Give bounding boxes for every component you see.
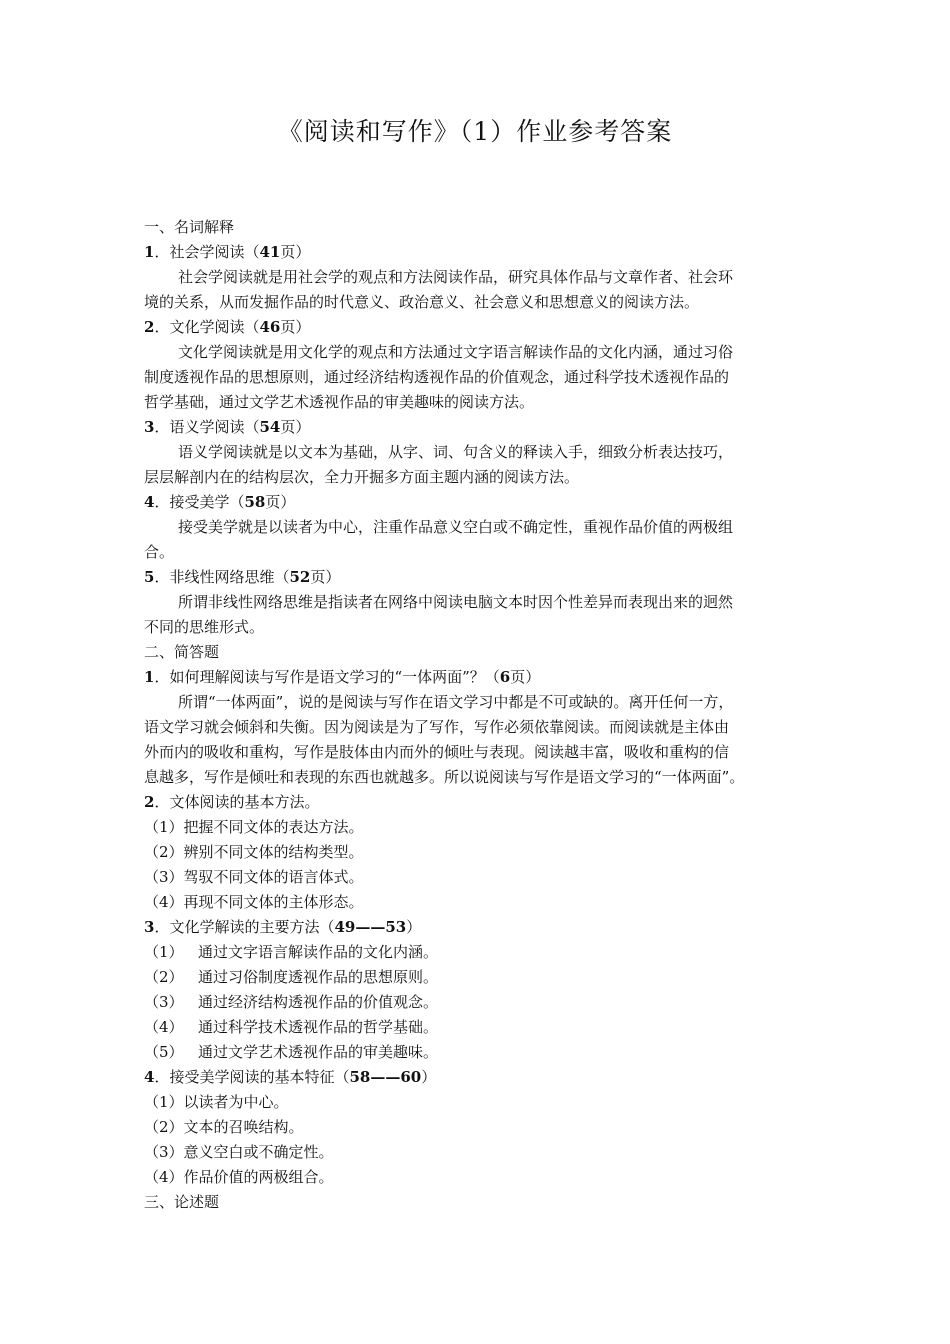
page-reference: 41 bbox=[259, 243, 281, 261]
list-item-number: （4） bbox=[144, 1018, 184, 1036]
list-item-text: 通过文学艺术透视作品的审美趣味。 bbox=[198, 1043, 439, 1061]
list-item: （1）把握不同文体的表达方法。 bbox=[144, 818, 364, 836]
question-label: ．语义学阅读（ bbox=[154, 418, 260, 436]
question-number: 4 bbox=[144, 1068, 155, 1086]
question-number: 3 bbox=[144, 418, 155, 436]
question-suffix: 页） bbox=[280, 243, 311, 261]
question-label: ．文化学阅读（ bbox=[154, 318, 260, 336]
answer-line: 所谓非线性网络思维是指读者在网络中阅读电脑文本时因个性差异而表现出来的迥然 bbox=[178, 593, 734, 611]
question-number: 5 bbox=[144, 568, 155, 586]
page-reference: 46 bbox=[259, 318, 281, 336]
answer-line: 息越多，写作是倾吐和表现的东西也就越多。所以说阅读与写作是语文学习的“一体两面”。 bbox=[144, 768, 745, 786]
question-heading bbox=[144, 665, 820, 690]
page-reference: 49——53 bbox=[334, 918, 407, 936]
answer-line: 所谓“一体两面”，说的是阅读与写作在语文学习中都是不可或缺的。离开任何一方， bbox=[178, 693, 734, 711]
list-item: （2）文本的召唤结构。 bbox=[144, 1118, 304, 1136]
page-reference: 52 bbox=[289, 568, 311, 586]
question-label: ．接受美学阅读的基本特征（ bbox=[154, 1068, 350, 1086]
question-heading bbox=[144, 315, 820, 340]
list-item-number: （1） bbox=[144, 943, 184, 961]
question-number: 2 bbox=[144, 793, 155, 811]
question-heading bbox=[144, 915, 820, 940]
answer-line: 语文学习就会倾斜和失衡。因为阅读是为了写作，写作必须依靠阅读。而阅读就是主体由 bbox=[144, 718, 730, 736]
question-number: 4 bbox=[144, 493, 155, 511]
page-reference: 58 bbox=[244, 493, 266, 511]
question-suffix: ） bbox=[406, 918, 422, 936]
question-number: 2 bbox=[144, 318, 155, 336]
question-suffix: 页） bbox=[510, 668, 541, 686]
list-item-number: （5） bbox=[144, 1043, 184, 1061]
list-item bbox=[144, 1040, 820, 1065]
answer-line: 合。 bbox=[144, 543, 175, 561]
list-item: （3）驾驭不同文体的语言体式。 bbox=[144, 868, 364, 886]
list-item bbox=[144, 990, 820, 1015]
list-item: （3）意义空白或不确定性。 bbox=[144, 1143, 334, 1161]
list-item-text: 通过经济结构透视作品的价值观念。 bbox=[198, 993, 439, 1011]
answer-line: 层层解剖内在的结构层次，全力开掘多方面主题内涵的阅读方法。 bbox=[144, 468, 580, 486]
list-item: （4）再现不同文体的主体形态。 bbox=[144, 893, 364, 911]
list-item: （2）辨别不同文体的结构类型。 bbox=[144, 843, 364, 861]
page-reference: 6 bbox=[499, 668, 511, 686]
question-suffix: 页） bbox=[265, 493, 296, 511]
question-heading bbox=[144, 490, 820, 515]
document-body bbox=[144, 215, 820, 1215]
list-item-text: 通过文字语言解读作品的文化内涵。 bbox=[198, 943, 439, 961]
list-item bbox=[144, 940, 820, 965]
question-label: ．社会学阅读（ bbox=[154, 243, 260, 261]
answer-line: 语义学阅读就是以文本为基础，从字、词、句含义的释读入手，细致分析表达技巧， bbox=[178, 443, 734, 461]
list-item bbox=[144, 1015, 820, 1040]
question-label: ．接受美学（ bbox=[154, 493, 245, 511]
question-heading bbox=[144, 565, 820, 590]
list-item-text: 通过科学技术透视作品的哲学基础。 bbox=[198, 1018, 439, 1036]
list-item-text: 通过习俗制度透视作品的思想原则。 bbox=[198, 968, 439, 986]
question-number: 1 bbox=[144, 243, 155, 261]
answer-line: 制度透视作品的思想原则，通过经济结构透视作品的价值观念，通过科学技术透视作品的 bbox=[144, 368, 730, 386]
question-heading bbox=[144, 1065, 820, 1090]
answer-line: 社会学阅读就是用社会学的观点和方法阅读作品，研究具体作品与文章作者、社会环 bbox=[178, 268, 734, 286]
section-heading: 三、论述题 bbox=[144, 1193, 220, 1211]
answer-line: 不同的思维形式。 bbox=[144, 618, 265, 636]
question-number: 3 bbox=[144, 918, 155, 936]
list-item-number: （3） bbox=[144, 993, 184, 1011]
question-label: ．文体阅读的基本方法。 bbox=[154, 793, 320, 811]
list-item: （1）以读者为中心。 bbox=[144, 1093, 289, 1111]
list-item-number: （2） bbox=[144, 968, 184, 986]
question-heading bbox=[144, 790, 820, 815]
question-label: ．如何理解阅读与写作是语文学习的“一体两面”？（ bbox=[154, 668, 500, 686]
list-item bbox=[144, 965, 820, 990]
question-heading bbox=[144, 240, 820, 265]
answer-line: 接受美学就是以读者为中心，注重作品意义空白或不确定性，重视作品价值的两极组 bbox=[178, 518, 734, 536]
answer-line: 外而内的吸收和重构，写作是肢体由内而外的倾吐与表现。阅读越丰富，吸收和重构的信 bbox=[144, 743, 730, 761]
question-suffix: 页） bbox=[310, 568, 341, 586]
question-suffix: 页） bbox=[280, 418, 311, 436]
section-heading: 一、名词解释 bbox=[144, 218, 235, 236]
question-number: 1 bbox=[144, 668, 155, 686]
answer-line: 文化学阅读就是用文化学的观点和方法通过文字语言解读作品的文化内涵，通过习俗 bbox=[178, 343, 734, 361]
question-suffix: ） bbox=[421, 1068, 437, 1086]
answer-line: 境的关系，从而发掘作品的时代意义、政治意义、社会意义和思想意义的阅读方法。 bbox=[144, 293, 700, 311]
question-label: ．文化学解读的主要方法（ bbox=[154, 918, 335, 936]
question-label: ．非线性网络思维（ bbox=[154, 568, 290, 586]
question-heading bbox=[144, 415, 820, 440]
answer-line: 哲学基础，通过文学艺术透视作品的审美趣味的阅读方法。 bbox=[144, 393, 535, 411]
page-title: 《阅读和写作》（1）作业参考答案 bbox=[277, 117, 673, 146]
question-suffix: 页） bbox=[280, 318, 311, 336]
section-heading: 二、简答题 bbox=[144, 643, 220, 661]
list-item: （4）作品价值的两极组合。 bbox=[144, 1168, 334, 1186]
page-reference: 58——60 bbox=[349, 1068, 422, 1086]
page-reference: 54 bbox=[259, 418, 281, 436]
